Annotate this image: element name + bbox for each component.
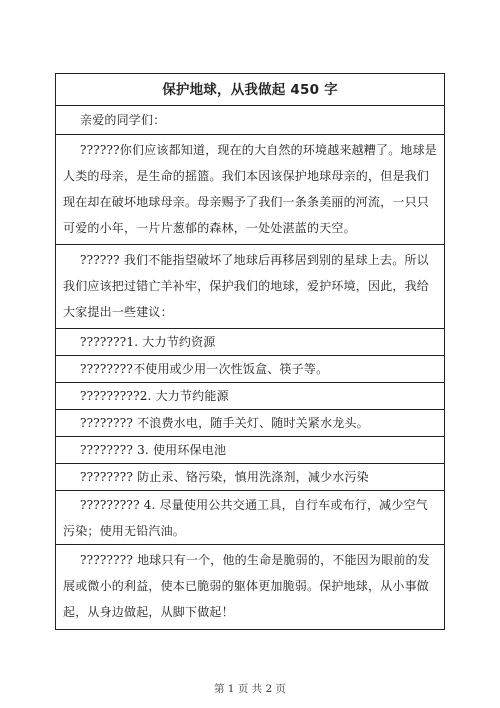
suggestion-item: ???????? 不浪费水电，随手关灯、随时关紧水龙头。: [56, 410, 444, 437]
suggestion-item: ?????????2. 大力节约能源: [56, 383, 444, 410]
document-title: 保护地球，从我做起 450 字: [56, 74, 444, 106]
suggestion-item: ???????? 防止汞、铬污染，慎用洗涤剂，减少水污染: [56, 464, 444, 491]
page-indicator: 第 1 页 共 2 页: [213, 683, 287, 695]
paragraph-intro: ??????你们应该都知道，现在的大自然的环境越来越糟了。地球是人类的母亲，是生命的摇篮。我们本因该保护地球母亲的，但是我们现在却在破坏地球母亲。母亲赐予了我们一条条美丽的河流，一只只可爱的小年，一片片葱郁的森林，一处处湛蓝的天空。: [56, 135, 444, 245]
document-table: [55, 73, 445, 630]
suggestion-item: ????????不使用或少用一次性饭盒、筷子等。: [56, 356, 444, 383]
suggestion-item: ????????? 4. 尽量使用公共交通工具，自行车或布行，减少空气污染；使用无铅汽油。: [56, 491, 444, 545]
greeting-row: 亲爱的同学们：: [56, 106, 444, 135]
suggestion-item: ???????1. 大力节约资源: [56, 329, 444, 356]
suggestion-item: ???????? 3. 使用环保电池: [56, 437, 444, 464]
paragraph-closing: ???????? 地球只有一个，他的生命是脆弱的，不能因为眼前的发展或微小的利益，使本已脆弱的躯体更加脆弱。保护地球，从小事做起，从身边做起，从脚下做起！: [63, 553, 430, 619]
paragraph-suggestions: ?????? 我们不能指望破坏了地球后再移居到别的星球上去。所以我们应该把过错亡羊补牢，保护我们的地球，爱护环境，因此，我给大家提出一些建议：: [56, 245, 444, 329]
